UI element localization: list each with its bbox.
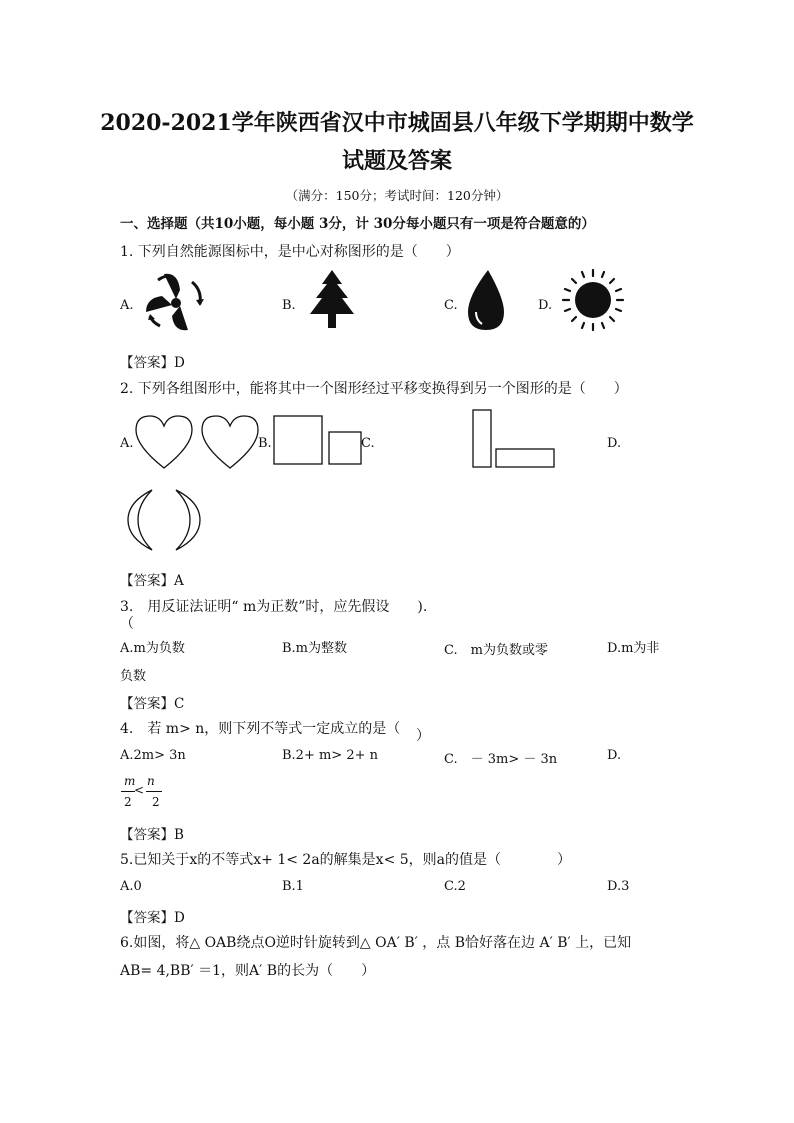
q2-option-c-label: C.	[361, 436, 375, 451]
question-6-stem: 6.如图，将△ OAB绕点O逆时针旋转到△ OA′ B′ ，点 B恰好落在边 A′ B′ 上，已知	[120, 935, 632, 951]
q5-option-b: B.1	[282, 879, 304, 894]
two-hearts-icon	[132, 412, 262, 472]
question-1-answer: 【答案】D	[120, 355, 185, 371]
question-3-answer: 【答案】C	[120, 696, 185, 712]
question-6-stem-line2: AB= 4,BB′ ＝1，则A′ B的长为（ ）	[120, 963, 376, 979]
document-title-line2: 试题及答案	[341, 148, 452, 174]
q4-frac-left-bar	[121, 791, 135, 792]
document-title-line1: 2020-2021学年陕西省汉中市城固县八年级下学期期中数学	[100, 110, 694, 136]
pine-tree-icon	[304, 270, 360, 330]
water-drop-icon	[466, 268, 506, 332]
q4-frac-left-den: 2	[124, 795, 132, 809]
q3-option-c: C. m为负数或零	[444, 643, 548, 658]
q4-option-a: A.2m> 3n	[120, 748, 186, 763]
q4-frac-right-den: 2	[152, 795, 160, 809]
q2-option-b-label: B.	[258, 436, 272, 451]
sun-icon	[560, 268, 626, 332]
q4-frac-right-bar	[146, 791, 162, 792]
q2-option-d-label: D.	[607, 436, 622, 451]
question-2-stem: 2. 下列各组图形中，能将其中一个图形经过平移变换得到另一个图形的是（ ）	[120, 381, 628, 397]
question-2-answer: 【答案】A	[120, 573, 184, 589]
question-3-stem: 3. 用反证法证明“ m为正数”时，应先假设 ).	[120, 599, 428, 615]
q4-option-d: D.	[607, 748, 622, 763]
q5-option-a: A.0	[120, 879, 142, 894]
q3-option-b: B.m为整数	[282, 641, 348, 656]
q3-option-a: A.m为负数	[120, 641, 185, 656]
question-5-stem: 5.已知关于x的不等式x+ 1< 2a的解集是x< 5，则a的值是（ ）	[120, 852, 571, 868]
wind-turbine-icon	[140, 272, 210, 334]
q4-frac-lt: <	[134, 783, 145, 797]
q3-option-d-wrap: 负数	[120, 669, 147, 684]
question-4-stem: 4. 若 m> n，则下列不等式一定成立的是（	[120, 721, 401, 737]
q1-option-c-label: C.	[444, 298, 458, 313]
q3-option-d: D.m为非	[607, 641, 660, 656]
exam-info: （满分：150分；考试时间：120分钟）	[285, 188, 509, 203]
two-crescents-icon	[126, 488, 206, 552]
two-rectangles-icon	[470, 408, 558, 470]
q1-option-b-label: B.	[282, 298, 296, 313]
q2-option-a-label: A.	[120, 436, 134, 451]
q4-frac-left-num: m	[124, 774, 136, 788]
q4-frac-right-num: n	[147, 774, 155, 788]
q1-option-d-label: D.	[538, 298, 553, 313]
question-3-stem-paren: （	[120, 616, 134, 632]
question-4-stem-close: ）	[416, 728, 430, 744]
q4-option-b: B.2+ m> 2+ n	[282, 748, 379, 763]
q5-option-c: C.2	[444, 879, 466, 894]
question-1-stem: 1. 下列自然能源图标中，是中心对称图形的是（ ）	[120, 244, 460, 260]
q1-option-a-label: A.	[120, 298, 134, 313]
two-squares-icon	[272, 414, 364, 466]
q5-option-d: D.3	[607, 879, 630, 894]
question-4-answer: 【答案】B	[120, 827, 184, 843]
q4-option-c: C. － 3m> － 3n	[444, 752, 558, 767]
section-heading: 一、选择题（共10小题，每小题 3分，计 30分每小题只有一项是符合题意的）	[120, 216, 595, 232]
question-5-answer: 【答案】D	[120, 910, 185, 926]
